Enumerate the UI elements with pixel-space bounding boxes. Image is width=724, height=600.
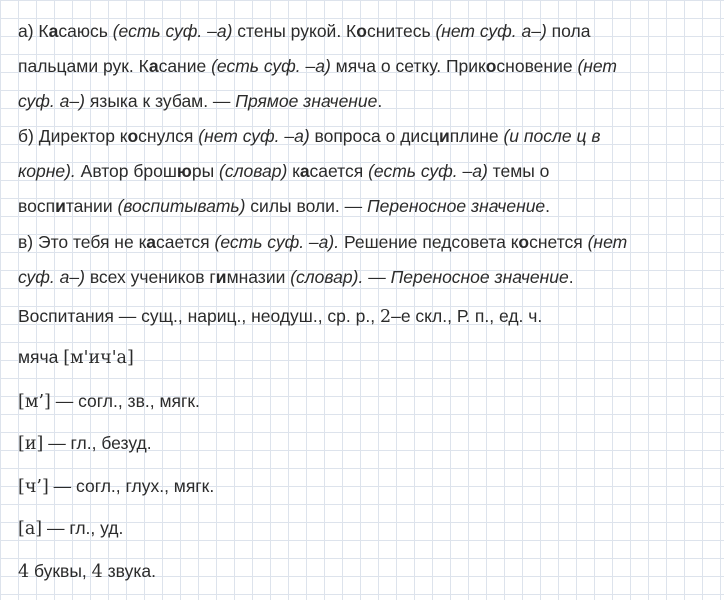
sound-description: — гл., безуд. bbox=[43, 433, 152, 453]
text-run: плине bbox=[449, 126, 504, 146]
grammar-note: (словар). bbox=[290, 267, 364, 287]
text-run: силы воли. — bbox=[245, 196, 367, 216]
grammar-note: корне). bbox=[18, 161, 76, 181]
text-run: стены рукой. К bbox=[232, 21, 357, 41]
morphological-parse bbox=[18, 305, 542, 328]
paragraph-c-line-2 bbox=[18, 266, 574, 288]
paragraph-b-line-1 bbox=[18, 125, 601, 147]
text-run: — bbox=[363, 267, 391, 287]
text-run: темы о bbox=[487, 161, 550, 181]
text-run: –е скл., Р. п., ед. ч. bbox=[391, 306, 543, 326]
text-run: мяча bbox=[18, 347, 64, 367]
text-run: сновение bbox=[496, 56, 578, 76]
text-run: буквы, bbox=[29, 561, 92, 581]
text-run: Автор брош bbox=[75, 161, 177, 181]
stressed-letter: о bbox=[485, 56, 497, 76]
meaning-label: Переносное значение bbox=[367, 196, 546, 216]
sound-line bbox=[18, 390, 200, 413]
grammar-note: (есть суф. –а). bbox=[214, 232, 340, 252]
text-run: . bbox=[568, 267, 574, 287]
sound-description: — согл., глух., мягк. bbox=[48, 476, 215, 496]
text-run: . bbox=[377, 91, 383, 111]
text-run: а) К bbox=[18, 21, 49, 41]
text-run: . bbox=[545, 196, 551, 216]
text-run: языка к зубам. — bbox=[84, 91, 236, 111]
text-run: саюсь bbox=[58, 21, 113, 41]
sound-line bbox=[18, 517, 123, 540]
grammar-note: (словар) bbox=[219, 161, 288, 181]
text-run: снулся bbox=[138, 126, 199, 146]
text-run: ры bbox=[191, 161, 220, 181]
text-run: снется bbox=[529, 232, 588, 252]
text-run: мяча о сетку. Прик bbox=[330, 56, 486, 76]
stressed-letter: ю bbox=[176, 161, 192, 181]
grammar-note: (есть суф. –а) bbox=[211, 56, 331, 76]
grammar-note: (нет суф. –а) bbox=[198, 126, 310, 146]
text-run: в) Это тебя не к bbox=[18, 232, 147, 252]
sound-line bbox=[18, 475, 214, 498]
text-run: б) Директор к bbox=[18, 126, 128, 146]
declension-number: 2 bbox=[379, 307, 392, 327]
grammar-note: суф. а–) bbox=[18, 267, 85, 287]
stressed-letter: и bbox=[215, 267, 227, 287]
grammar-note: (есть суф. –а) bbox=[368, 161, 488, 181]
sound-description: — гл., уд. bbox=[42, 518, 124, 538]
stressed-letter: о bbox=[127, 126, 139, 146]
grammar-note: суф. а–) bbox=[18, 91, 85, 111]
sound-symbol: [а] bbox=[18, 519, 43, 539]
letter-count: 4 bbox=[18, 562, 30, 582]
paragraph-c-line-1 bbox=[18, 231, 627, 253]
text-run: вопроса о дисц bbox=[309, 126, 439, 146]
grammar-note: (нет bbox=[587, 232, 628, 252]
sound-count: 4 bbox=[91, 562, 103, 582]
text-run: к bbox=[287, 161, 300, 181]
sound-symbol: [ч’] bbox=[18, 477, 49, 497]
text-run: тании bbox=[65, 196, 118, 216]
stressed-letter: и bbox=[438, 126, 450, 146]
text-run: мназии bbox=[226, 267, 291, 287]
stressed-letter: а bbox=[146, 232, 156, 252]
text-run: сается bbox=[309, 161, 369, 181]
grammar-note: (есть суф. –а) bbox=[112, 21, 233, 41]
text-run: сание bbox=[158, 56, 212, 76]
paragraph-a-line-3 bbox=[18, 90, 382, 112]
paragraph-b-line-3 bbox=[18, 195, 550, 217]
sound-symbol: [м’] bbox=[18, 392, 51, 412]
text-run: восп bbox=[18, 196, 56, 216]
stressed-letter: а bbox=[148, 56, 159, 76]
stressed-letter: а bbox=[48, 21, 59, 41]
phonetic-word bbox=[18, 346, 134, 369]
stressed-letter: о bbox=[518, 232, 530, 252]
text-run: всех учеников г bbox=[84, 267, 216, 287]
text-run: Решение педсовета к bbox=[339, 232, 519, 252]
grammar-note: (нет bbox=[577, 56, 618, 76]
paragraph-a-line-1 bbox=[18, 20, 590, 42]
stressed-letter: о bbox=[356, 21, 367, 41]
paragraph-a-line-2 bbox=[18, 55, 617, 77]
meaning-label: Прямое значение bbox=[235, 91, 378, 111]
text-run: Воспитания — сущ., нариц., неодуш., ср. р., bbox=[18, 306, 380, 326]
letters-sounds-summary bbox=[18, 560, 156, 583]
sound-description: — согл., зв., мягк. bbox=[50, 391, 200, 411]
stressed-letter: а bbox=[299, 161, 310, 181]
sound-symbol: [и] bbox=[18, 434, 44, 454]
stressed-letter: и bbox=[55, 196, 66, 216]
transcription: [м'ич'а] bbox=[63, 348, 134, 368]
grammar-note: (нет суф. а–) bbox=[435, 21, 547, 41]
meaning-label: Переносное значение bbox=[390, 267, 569, 287]
sound-line bbox=[18, 432, 152, 455]
paragraph-b-line-2 bbox=[18, 160, 549, 182]
text-run: снитесь bbox=[366, 21, 436, 41]
text-run: сается bbox=[155, 232, 215, 252]
text-run: звука. bbox=[102, 561, 156, 581]
grammar-note: (и после ц в bbox=[503, 126, 601, 146]
text-run: пальцами рук. К bbox=[18, 56, 149, 76]
text-run: пола bbox=[546, 21, 591, 41]
grammar-note: (воспитывать) bbox=[117, 196, 246, 216]
